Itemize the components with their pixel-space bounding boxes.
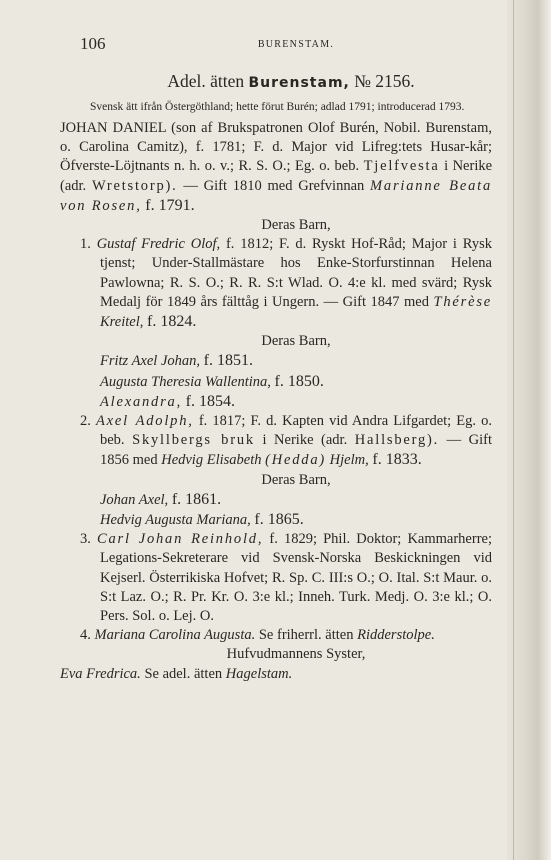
child-4-reference: Ridderstolpe.	[357, 627, 435, 644]
grandchild-5-name: Hedvig Augusta Mariana,	[100, 512, 251, 529]
child-1-text: f. 1812; F. d. Ryskt Hof-Råd; Major i Rysk tjenst; Under-Stallmästare hos Enke-Storfurstinnan Helena Pawlowna; R. S. O.; R. R. S:t Wlad. O. 4:e kl. med svärd; Rysk Medalj för 1849 års fälttåg i Ungern. — Gift 1847 med	[100, 236, 493, 310]
sister-reference: Hagelstam.	[225, 665, 293, 682]
child-4-text: Se friherrl. ätten	[258, 627, 354, 644]
children-label: Deras Barn,	[261, 217, 331, 234]
child-1-number: 1.	[80, 236, 91, 253]
child-4-number: 4.	[80, 627, 91, 644]
head-estate: Tjelfvesta	[363, 158, 440, 175]
child-2-text-1: f. 1817; F. d. Kapten vid Andra Lifgardet; Eg. o. beb.	[100, 413, 493, 449]
grandchild-2	[60, 372, 492, 392]
child-2-spouse-last: Hjelm,	[329, 452, 369, 469]
sister-label: Hufvudmannens Syster,	[226, 646, 366, 663]
child-2-text-2: i Nerike (adr.	[262, 432, 348, 449]
page-text	[60, 30, 492, 684]
child-2-place: Hallsberg).	[354, 432, 440, 449]
sister-name: Eva Fredrica.	[60, 665, 141, 682]
grandchild-4-name: Johan Axel,	[100, 491, 169, 508]
title-family-name: Burenstam,	[248, 75, 350, 91]
grandchild-4	[60, 490, 492, 510]
head-spouse-born: f. 1791.	[145, 196, 195, 214]
child-4-name: Mariana Carolina Augusta.	[94, 627, 256, 644]
head-entry	[60, 119, 492, 216]
head-spouse-name: Marianne Beata von Rosen,	[60, 177, 493, 214]
grandchild-3-name: Alexandra,	[100, 393, 183, 410]
child-1-spouse-born: f. 1824.	[146, 313, 197, 331]
child-2-spouse-born: f. 1833.	[372, 451, 422, 469]
head-address: Wretstorp).	[91, 177, 178, 194]
child-3-text: f. 1829; Phil. Doktor; Kammarherre; Legations-Sekreterare vid Svensk-Norska Beskickningen vid Kejserl. Österrikiska Hofvet; R. Sp. C. III:s O.; O. Ital. S:t Maur. o. S:t Laz. O.; R. Pr. Kr. O. 3:e kl.; Inneh. Turk. Medj. O. 3:e kl.; O. Pers. Sol. o. Lej. O.	[100, 531, 492, 625]
grandchild-1-born: f. 1851.	[203, 352, 253, 370]
child-2-spouse-first: Hedvig Elisabeth	[161, 452, 262, 469]
child-2-name: Axel Adolph,	[95, 413, 194, 430]
child-entry-4	[60, 626, 492, 645]
head-text-1: JOHAN DANIEL (son af Brukspatronen Olof Burén, Nobil. Burenstam, o. Carolina Camitz), f. 1781; F. d. Major vid Lifreg:tets Husar-kår; Öfverste-Löjtnants n. h. o. v.; R. S. O.; Eg. o. beb.	[60, 120, 492, 175]
grandchild-2-born: f. 1850.	[274, 372, 324, 390]
running-head: BURENSTAM.	[257, 39, 335, 50]
child-entry-1	[60, 235, 492, 332]
child-1-name: Gustaf Fredric Olof,	[96, 236, 221, 253]
child-1-spouse-first: Thérèse	[433, 293, 492, 310]
grandchild-1	[60, 351, 492, 371]
grandchildren-label-1: Deras Barn,	[261, 333, 331, 350]
child-entry-3	[60, 530, 492, 626]
child-2-number: 2.	[80, 413, 91, 430]
grandchild-5-born: f. 1865.	[254, 511, 304, 529]
title-number: № 2156.	[354, 71, 415, 91]
head-text-3: i Nerike (adr.	[60, 158, 493, 194]
child-2-text-3: — Gift 1856 med	[100, 432, 493, 469]
child-2-spouse-nick: (Hedda)	[265, 452, 327, 469]
grandchild-3-born: f. 1854.	[185, 392, 235, 410]
child-entry-2	[60, 412, 492, 471]
child-1-spouse-last: Kreitel,	[100, 314, 144, 331]
page-number: 106	[80, 34, 106, 53]
sister-text: Se adel. ätten	[144, 665, 223, 682]
grandchild-5	[60, 510, 492, 530]
child-3-name: Carl Johan Reinhold,	[97, 531, 264, 548]
page-header	[60, 30, 492, 58]
family-title	[60, 70, 492, 94]
child-3-number: 3.	[80, 531, 91, 548]
grandchild-2-name: Augusta Theresia Wallentina,	[100, 373, 271, 390]
family-intro: Svensk ätt ifrån Östergöthland; hette förut Burén; adlad 1791; introducerad 1793.	[90, 101, 465, 113]
head-text-5: — Gift 1810 med Grefvinnan	[183, 177, 365, 194]
grandchild-3	[60, 392, 492, 412]
gutter-line	[513, 0, 514, 860]
title-prefix: Adel. ätten	[167, 71, 245, 91]
sister-entry	[60, 665, 492, 684]
child-2-estate: Skyllbergs bruk	[132, 432, 255, 449]
grandchild-4-born: f. 1861.	[171, 490, 222, 508]
grandchild-1-name: Fritz Axel Johan,	[100, 353, 201, 370]
grandchildren-label-2: Deras Barn,	[261, 471, 331, 488]
